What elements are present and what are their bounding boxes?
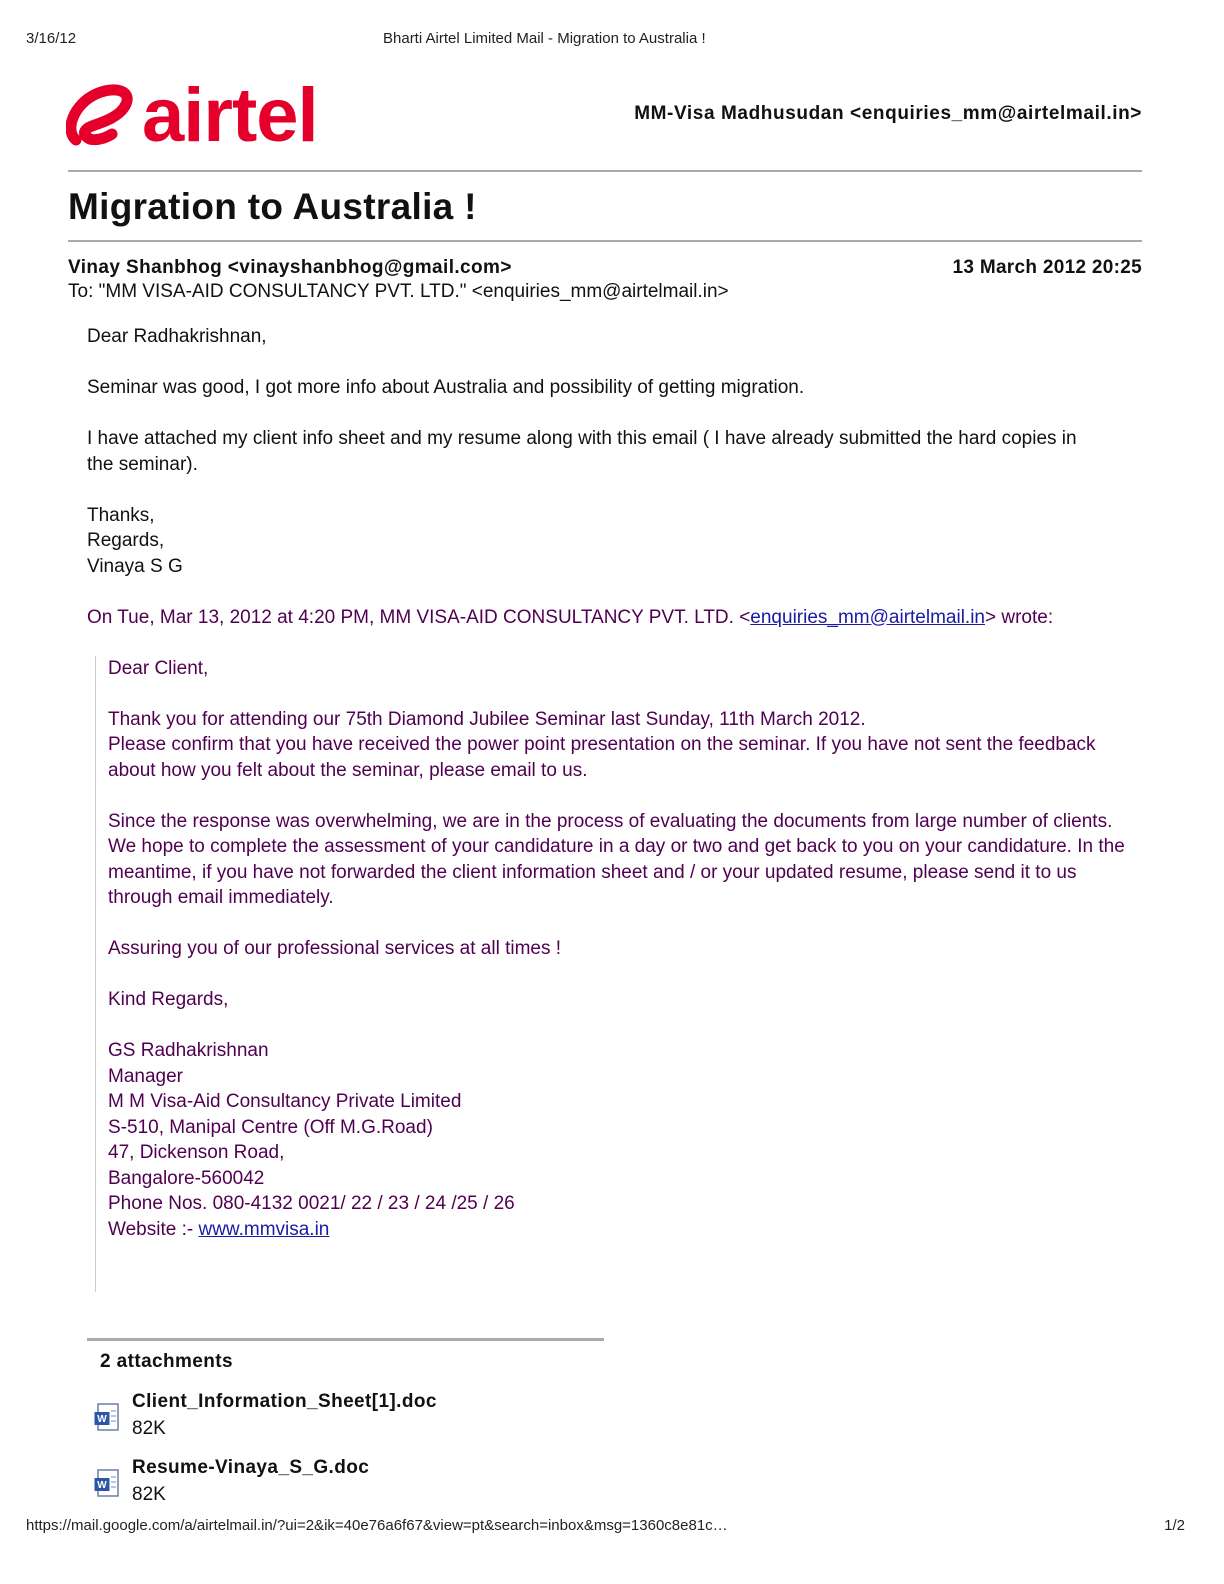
quoted-signature	[108, 1038, 1138, 1242]
airtel-logo-text: airtel	[142, 73, 318, 158]
sign-off	[87, 503, 1147, 580]
word-doc-icon	[94, 1403, 122, 1433]
regards-line: Regards,	[87, 530, 165, 551]
quoted-greeting: Dear Client,	[108, 657, 209, 679]
signature-website-label: Website :-	[108, 1218, 199, 1240]
quoted-closing: Kind Regards,	[108, 989, 229, 1010]
quoted-paragraph	[108, 707, 1138, 784]
website-link[interactable]: www.mmvisa.in	[198, 1218, 330, 1240]
airtel-swirl-icon	[66, 82, 136, 152]
account-name: MM-Visa Madhusudan <enquiries_mm@airtelmail.in>	[634, 103, 1142, 124]
quoted-line: Thank you for attending our 75th Diamond Jubilee Seminar last Sunday, 11th March 2012.	[108, 708, 866, 730]
signature-address: Bangalore-560042	[108, 1167, 265, 1189]
svg-text:W: W	[97, 1480, 107, 1491]
signature-phone: Phone Nos. 080-4132 0021/ 22 / 23 / 24 /25 / 26	[108, 1193, 515, 1214]
quoted-line: Please confirm that you have received the power point presentation on the seminar. If you have not sent the feedback about how you felt about the seminar, please email to us.	[108, 734, 1096, 781]
print-footer-url: https://mail.google.com/a/airtelmail.in/?ui=2&ik=40e76a6f67&view=pt&search=inbox&msg=1360c8e81c…	[26, 1517, 728, 1534]
attachment-item[interactable]	[94, 1457, 594, 1509]
recipient: To: "MM VISA-AID CONSULTANCY PVT. LTD." <enquiries_mm@airtelmail.in>	[68, 281, 729, 302]
quote-header-prefix: On Tue, Mar 13, 2012 at 4:20 PM, MM VISA-AID CONSULTANCY PVT. LTD. <	[87, 606, 751, 628]
print-header	[26, 30, 1198, 50]
svg-text:W: W	[97, 1414, 107, 1425]
subject-divider	[68, 240, 1142, 242]
signature-name: GS Radhakrishnan	[108, 1040, 269, 1061]
thanks-line: Thanks,	[87, 504, 155, 526]
message-body	[87, 324, 1147, 1292]
signature-name: Vinaya S G	[87, 555, 183, 577]
quoted-paragraph: Assuring you of our professional services at all times !	[108, 938, 562, 959]
body-paragraph: Seminar was good, I got more info about Australia and possibility of getting migration.	[87, 377, 805, 398]
message-date: 13 March 2012 20:25	[952, 257, 1142, 278]
attachment-name[interactable]: Resume-Vinaya_S_G.doc	[132, 1457, 370, 1478]
print-footer-page: 1/2	[1164, 1517, 1185, 1534]
attachments-divider	[87, 1338, 604, 1341]
airtel-logo	[66, 73, 318, 158]
email-subject: Migration to Australia !	[68, 186, 477, 227]
header-divider	[68, 170, 1142, 172]
print-date: 3/16/12	[26, 30, 77, 47]
attachment-name[interactable]: Client_Information_Sheet[1].doc	[132, 1391, 437, 1412]
quote-header-suffix: > wrote:	[985, 606, 1054, 628]
print-title: Bharti Airtel Limited Mail - Migration to Australia !	[383, 30, 706, 47]
signature-address: 47, Dickenson Road,	[108, 1142, 285, 1163]
greeting: Dear Radhakrishnan,	[87, 326, 267, 347]
signature-title: Manager	[108, 1065, 183, 1087]
quote-header	[87, 605, 1147, 631]
quote-email-link[interactable]: enquiries_mm@airtelmail.in	[750, 606, 985, 628]
attachment-size: 82K	[132, 1484, 166, 1505]
signature-company: M M Visa-Aid Consultancy Private Limited	[108, 1091, 462, 1112]
quoted-message	[95, 656, 1138, 1293]
attachments-count: 2 attachments	[100, 1351, 233, 1372]
attachment-size: 82K	[132, 1418, 166, 1439]
sender: Vinay Shanbhog <vinayshanbhog@gmail.com>	[68, 257, 512, 278]
attachment-item[interactable]	[94, 1391, 594, 1443]
signature-address: S-510, Manipal Centre (Off M.G.Road)	[108, 1116, 433, 1138]
quoted-paragraph: Since the response was overwhelming, we are in the process of evaluating the documents from large number of clients. We hope to complete the assessment of your candidature in a day or two and get back to you on your candidature. In the meantime, if you have not forwarded the client information sheet and / or your updated resume, please send it to us through email immediately.	[108, 810, 1125, 908]
body-paragraph: I have attached my client info sheet and my resume along with this email ( I have already submitted the hard copies in the seminar).	[87, 428, 1077, 475]
word-doc-icon	[94, 1469, 122, 1499]
